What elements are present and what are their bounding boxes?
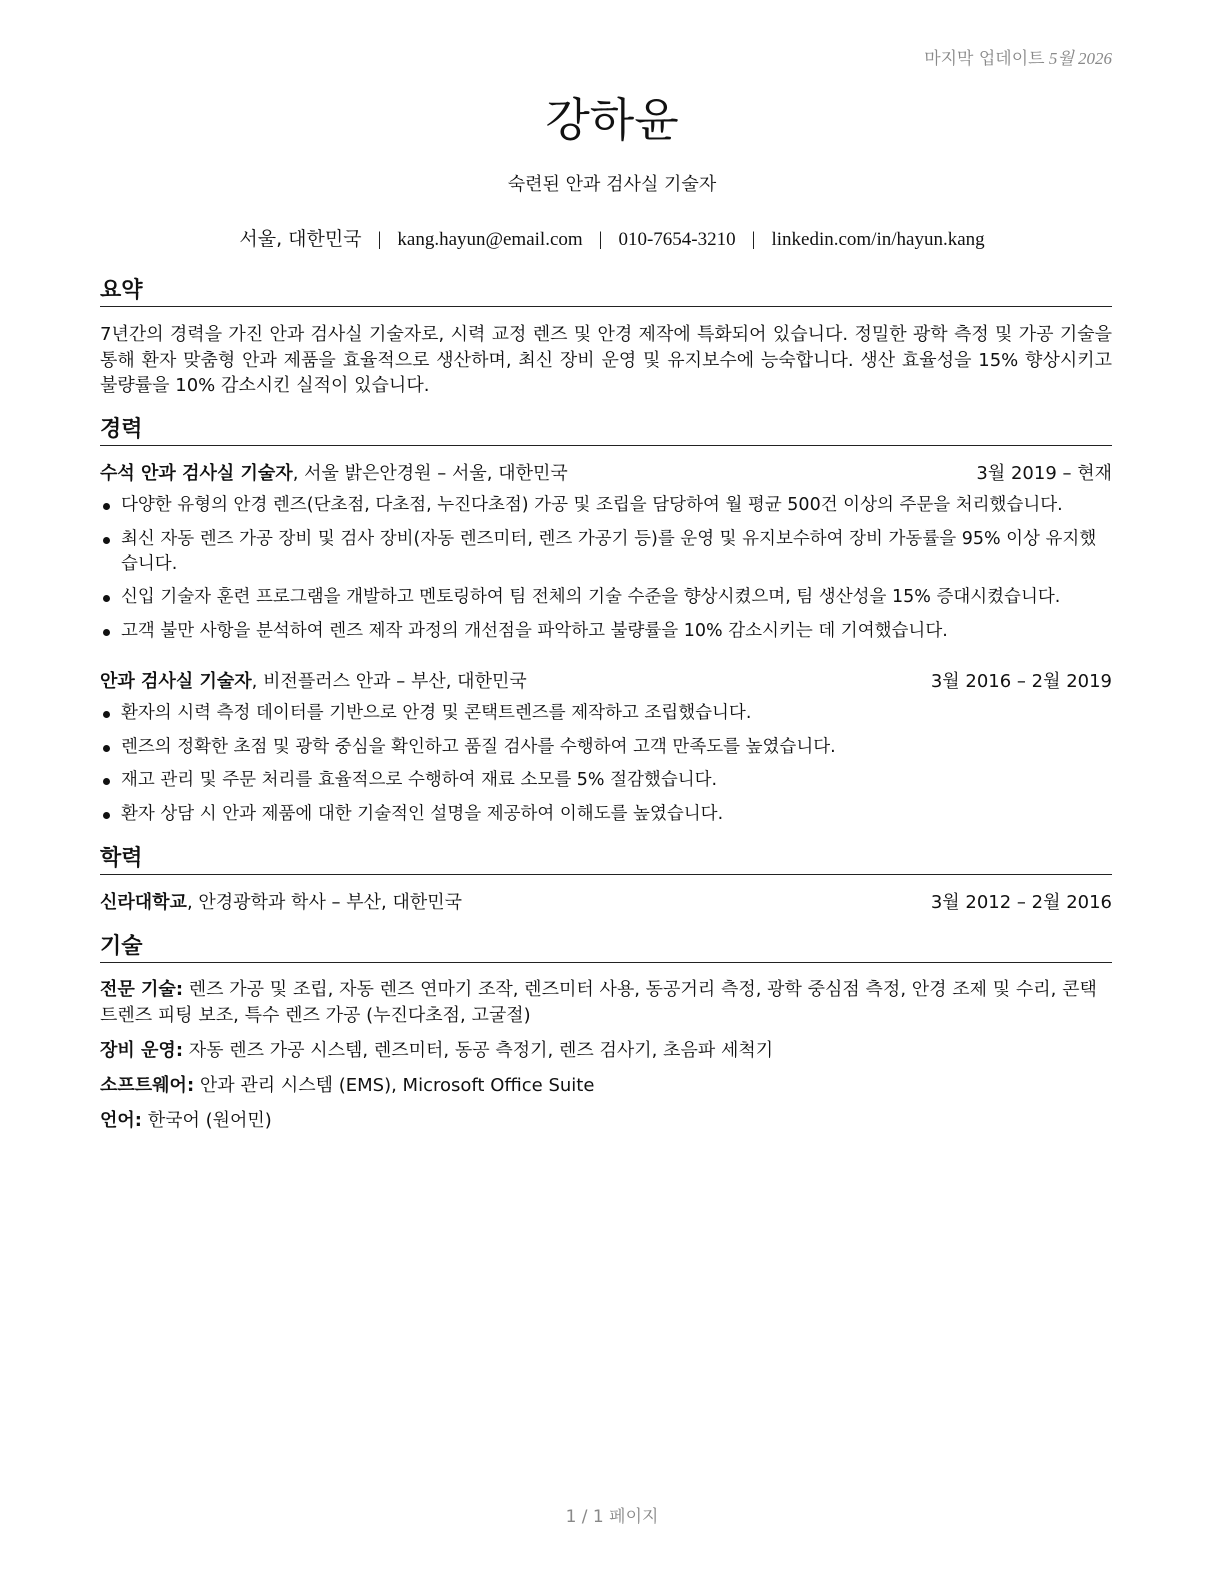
summary-heading: 요약 (100, 277, 1112, 307)
candidate-name: 강하윤 (545, 93, 679, 147)
job-header-2 (100, 669, 1112, 695)
education-entry (100, 890, 1112, 916)
job-role: 수석 안과 검사실 기술자 (100, 463, 293, 484)
skills-heading: 기술 (100, 933, 1112, 963)
skill-line (100, 1038, 1112, 1064)
education-dates: 3월 2012 – 2월 2016 (930, 892, 1112, 913)
last-updated (924, 44, 1112, 69)
list-item: 다양한 유형의 안경 렌즈(단초점, 다초점, 누진다초점) 가공 및 조립을 담당하여 월 평균 500건 이상의 주문을 처리했습니다. (100, 493, 1120, 518)
contact-linkedin[interactable]: linkedin.com/in/hayun.kang (771, 229, 985, 250)
candidate-subtitle: 숙련된 안과 검사실 기술자 (507, 174, 717, 195)
list-item: 환자의 시력 측정 데이터를 기반으로 안경 및 콘택트렌즈를 제작하고 조립했습니다. (100, 701, 1120, 726)
contact-phone[interactable]: 010-7654-3210 (618, 229, 736, 250)
contact-separator: | (377, 229, 382, 250)
list-item: 고객 불만 사항을 분석하여 렌즈 제작 과정의 개선점을 파악하고 불량률을 10% 감소시키는 데 기여했습니다. (100, 619, 1120, 644)
list-item: 최신 자동 렌즈 가공 장비 및 검사 장비(자동 렌즈미터, 렌즈 가공기 등)를 운영 및 유지보수하여 장비 가동률을 95% 이상 유지했습니다. (100, 527, 1120, 577)
contact-separator: | (598, 229, 603, 250)
skill-label: 전문 기술: (100, 979, 184, 1000)
updated-date: 5월 2026 (1048, 49, 1112, 68)
contact-location: 서울, 대한민국 (239, 228, 362, 250)
skill-text: 자동 렌즈 가공 시스템, 렌즈미터, 동공 측정기, 렌즈 검사기, 초음파 세척기 (183, 1040, 774, 1061)
job-dates: 3월 2016 – 2월 2019 (930, 671, 1112, 692)
list-item: 재고 관리 및 주문 처리를 효율적으로 수행하여 재료 소모를 5% 절감했습니다. (100, 768, 1120, 793)
page-number: 1 / 1 페이지 (565, 1507, 659, 1527)
job-org: , 비전플러스 안과 – 부산, 대한민국 (251, 671, 527, 692)
education-detail: , 안경광학과 학사 – 부산, 대한민국 (186, 892, 463, 913)
contact-separator: | (751, 229, 756, 250)
skill-label: 소프트웨어: (100, 1075, 195, 1096)
skill-line (100, 977, 1112, 1029)
job-header-1 (100, 461, 1112, 487)
list-item: 환자 상담 시 안과 제품에 대한 기술적인 설명을 제공하여 이해도를 높였습니다. (100, 802, 1120, 827)
skill-line (100, 1108, 1112, 1134)
skill-text: 렌즈 가공 및 조립, 자동 렌즈 연마기 조작, 렌즈미터 사용, 동공거리 측정, 광학 중심점 측정, 안경 조제 및 수리, 콘택트렌즈 피팅 보조, 특수 렌즈 가공 (누진다초점, 고굴절) (100, 979, 1097, 1026)
school-name: 신라대학교 (100, 892, 187, 913)
job-role: 안과 검사실 기술자 (100, 671, 252, 692)
list-item: 신입 기술자 훈련 프로그램을 개발하고 멘토링하여 팀 전체의 기술 수준을 향상시켰으며, 팀 생산성을 15% 증대시켰습니다. (100, 585, 1120, 610)
job-dates: 3월 2019 – 현재 (976, 463, 1112, 484)
job-org: , 서울 밝은안경원 – 서울, 대한민국 (292, 463, 568, 484)
skill-label: 장비 운영: (100, 1040, 184, 1061)
list-item: 렌즈의 정확한 초점 및 광학 중심을 확인하고 품질 검사를 수행하여 고객 만족도를 높였습니다. (100, 735, 1120, 760)
experience-heading: 경력 (100, 416, 1112, 446)
skill-line (100, 1073, 1112, 1099)
summary-text: 7년간의 경력을 가진 안과 검사실 기술자로, 시력 교정 렌즈 및 안경 제작에 특화되어 있습니다. 정밀한 광학 측정 및 가공 기술을 통해 환자 맞춤형 안과 제품을 효율적으로 생산하며, 최신 장비 운영 및 유지보수에 능숙합니다. 생산 효율성을 15% 향상시키고 불량률을 10% 감소시킨 실적이 있습니다. (100, 324, 1112, 396)
job-bullets-2 (100, 701, 1120, 835)
skill-text: 안과 관리 시스템 (EMS), Microsoft Office Suite (194, 1075, 595, 1096)
skill-text: 한국어 (원어민) (141, 1110, 272, 1131)
education-heading: 학력 (100, 845, 1112, 875)
skill-label: 언어: (100, 1110, 142, 1131)
updated-label: 마지막 업데이트 (924, 49, 1045, 69)
contact-line (0, 224, 1224, 251)
job-bullets-1 (100, 493, 1120, 652)
contact-email[interactable]: kang.hayun@email.com (397, 229, 583, 250)
